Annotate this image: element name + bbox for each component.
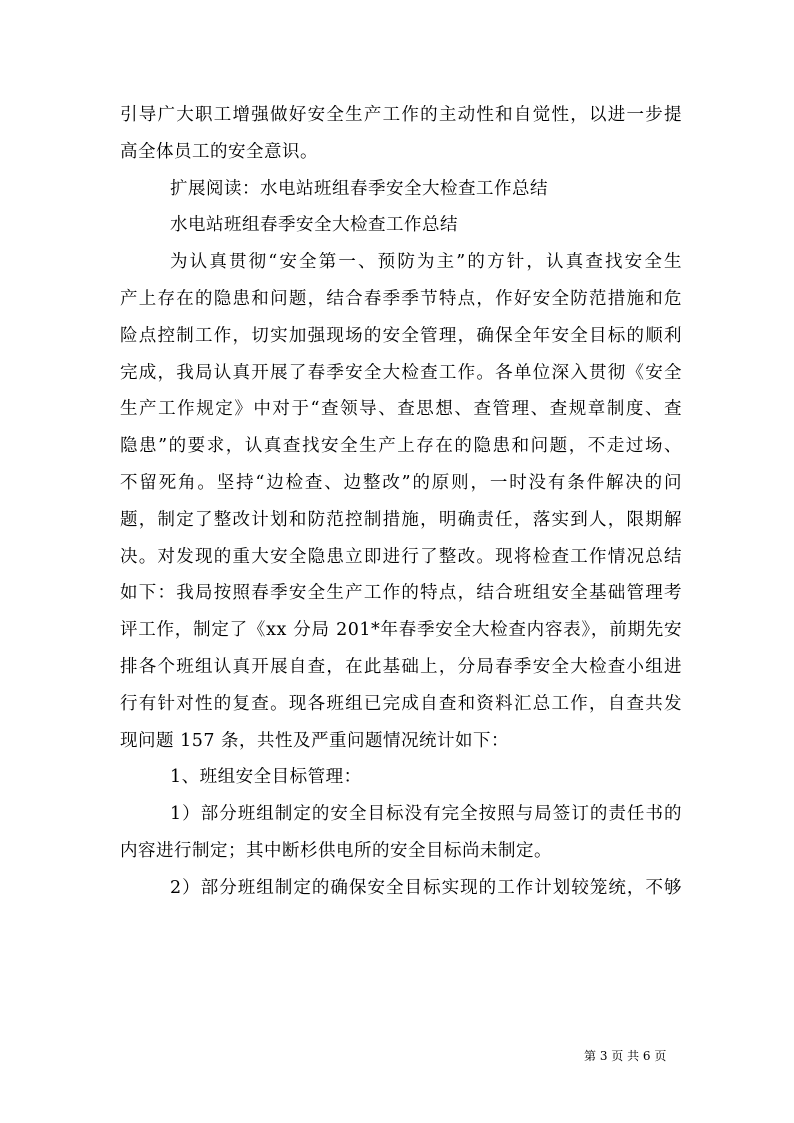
text-line: 2）部分班组制定的确保安全目标实现的工作计划较笼统，不够 (170, 877, 682, 898)
text-line: 行有针对性的复查。现各班组已完成自查和资料汇总工作，自查共发 (120, 693, 682, 714)
text-line: 决。对发现的重大安全隐患立即进行了整改。现将检查工作情况总结 (120, 546, 682, 567)
text-line: 引导广大职工增强做好安全生产工作的主动性和自觉性，以进一步提 (120, 105, 682, 125)
text-line: 生产工作规定》中对于“查领导、查思想、查管理、查规章制度、查 (120, 399, 682, 420)
document-body (120, 97, 682, 907)
subheading-line: 1、班组安全目标管理： (170, 767, 362, 788)
text-line: 完成，我局认真开展了春季安全大检查工作。各单位深入贯彻《安全 (120, 362, 682, 383)
page-number-footer: 第 3 页 共 6 页 (584, 1049, 667, 1063)
extended-reading-line: 扩展阅读：水电站班组春季安全大检查工作总结 (170, 178, 548, 199)
text-line: 为认真贯彻“安全第一、预防为主”的方针，认真查找安全生 (170, 252, 682, 273)
text-line: 产上存在的隐患和问题，结合春季季节特点，作好安全防范措施和危 (120, 288, 682, 309)
text-line: 高全体员工的安全意识。 (120, 141, 318, 162)
text-line: 排各个班组认真开展自查，在此基础上，分局春季安全大检查小组进 (120, 656, 682, 677)
text-line: 隐患”的要求，认真查找安全生产上存在的隐患和问题，不走过场、 (120, 436, 682, 457)
section-title: 水电站班组春季安全大检查工作总结 (170, 215, 458, 236)
text-line: 题，制定了整改计划和防范控制措施，明确责任，落实到人，限期解 (120, 509, 682, 530)
text-line: 内容进行制定；其中断杉供电所的安全目标尚未制定。 (120, 840, 552, 861)
text-line: 不留死角。坚持“边检查、边整改”的原则，一时没有条件解决的问 (120, 472, 682, 493)
text-line: 评工作，制定了《xx 分局 201*年春季安全大检查内容表》，前期先安 (120, 620, 682, 641)
text-line: 现问题 157 条，共性及严重问题情况统计如下： (120, 730, 510, 751)
text-line: 险点控制工作，切实加强现场的安全管理，确保全年安全目标的顺利 (120, 325, 682, 346)
text-line: 1）部分班组制定的安全目标没有完全按照与局签订的责任书的 (170, 804, 682, 825)
text-line: 如下：我局按照春季安全生产工作的特点，结合班组安全基础管理考 (120, 583, 682, 604)
